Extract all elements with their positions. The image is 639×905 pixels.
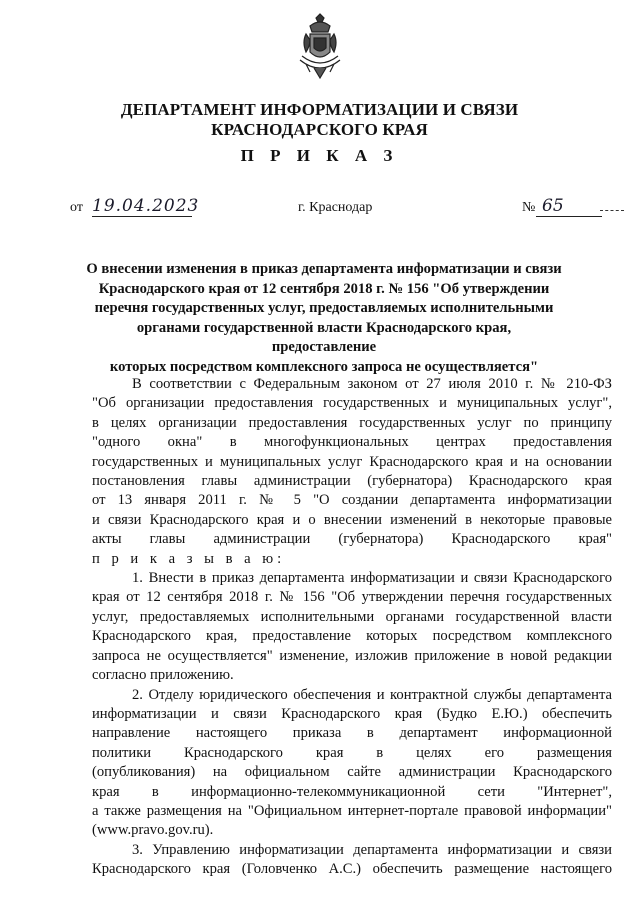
order-heading: П Р И К А З	[240, 146, 399, 165]
item-2-line: 2. Отделу юридического обеспечения и контрактной службы департамента	[132, 686, 612, 703]
preamble-line: В соответствии с Федеральным законом от 27 июля 2010 г. № 210-ФЗ	[132, 376, 612, 392]
item-2-line: а также размещения на "Официальном интернет-портале правовой информации"	[92, 802, 612, 819]
item-1-line: Краснодарского края, предоставление которых посредством комплексного	[92, 628, 612, 645]
item-2-line: направление настоящего приказа в департамент информационной	[92, 725, 612, 742]
order-title	[84, 260, 564, 378]
item-2-line: края в информационно-телекоммуникационной сети "Интернет",	[92, 783, 612, 800]
number-underline	[600, 210, 624, 211]
order-date: 19.04.2023	[92, 196, 200, 216]
preamble-line: в целях организации предоставления государственных услуг по принципу	[92, 414, 612, 431]
preamble-line: акты главы администрации (губернатора) Краснодарского края"	[92, 531, 612, 548]
item-2-line: политики Краснодарского края в целях его размещения	[92, 744, 612, 761]
date-prefix: от	[70, 200, 83, 215]
title-line: перечня государственных услуг, предоставляемых исполнительными	[94, 300, 554, 317]
order-number: 65	[536, 196, 602, 217]
item-2-line: информатизации и связи Краснодарского края (Будко Е.Ю.) обеспечить	[92, 705, 612, 722]
department-line-2: КРАСНОДАРСКОГО КРАЯ	[211, 120, 428, 139]
item-3-line: 3. Управлению информатизации департамента информатизации и связи	[132, 841, 612, 858]
item-1-line: согласно приложению.	[92, 667, 234, 684]
preamble-line: постановления главы администрации (губернатора) Краснодарского края	[92, 473, 612, 490]
preamble-line: "Об организации предоставления государственных и муниципальных услуг",	[92, 395, 612, 412]
title-line: органами государственной власти Краснодарского края, предоставление	[136, 319, 512, 356]
preamble-line: "одного окна" в многофункциональных центрах предоставления	[92, 434, 612, 451]
order-verb: п р и к а з ы в а ю:	[92, 550, 286, 567]
item-1-line: услуг, предоставляемых исполнительными органами государственной власти	[92, 608, 612, 625]
item-2-line: (www.pravo.gov.ru).	[92, 822, 214, 839]
coat-of-arms-emblem	[296, 12, 344, 80]
preamble-line: и связи Краснодарского края и о внесении изменений в некоторые правовые	[92, 511, 612, 528]
item-3-line: Краснодарского края (Головченко А.С.) обеспечить размещение настоящего	[92, 861, 612, 878]
city-label: г. Краснодар	[298, 200, 373, 215]
number-prefix: №	[522, 200, 536, 215]
title-line: которых посредством комплексного запроса не осуществляется"	[109, 358, 539, 375]
item-1-line: 1. Внести в приказ департамента информатизации и связи Краснодарского	[132, 570, 612, 587]
item-1-line: края от 12 сентября 2018 г. № 156 "Об утверждении перечня государственных	[92, 589, 612, 606]
order-body	[92, 375, 612, 880]
department-heading	[0, 100, 639, 140]
title-line: Краснодарского края от 12 сентября 2018 г. № 156 "Об утверждении	[98, 280, 550, 297]
item-1-line: запроса не осуществляется" изменение, изложив приложение в новой редакции	[92, 647, 612, 664]
title-line: О внесении изменения в приказ департамента информатизации и связи	[86, 261, 562, 277]
department-line-1: ДЕПАРТАМЕНТ ИНФОРМАТИЗАЦИИ И СВЯЗИ	[120, 100, 519, 119]
preamble-line: государственных и муниципальных услуг Краснодарского края и на основании	[92, 453, 612, 470]
preamble-line: от 13 января 2011 г. № 5 "О создании департамента информатизации	[92, 492, 612, 509]
item-2-line: (опубликования) на официальном сайте администрации Краснодарского	[92, 764, 612, 781]
